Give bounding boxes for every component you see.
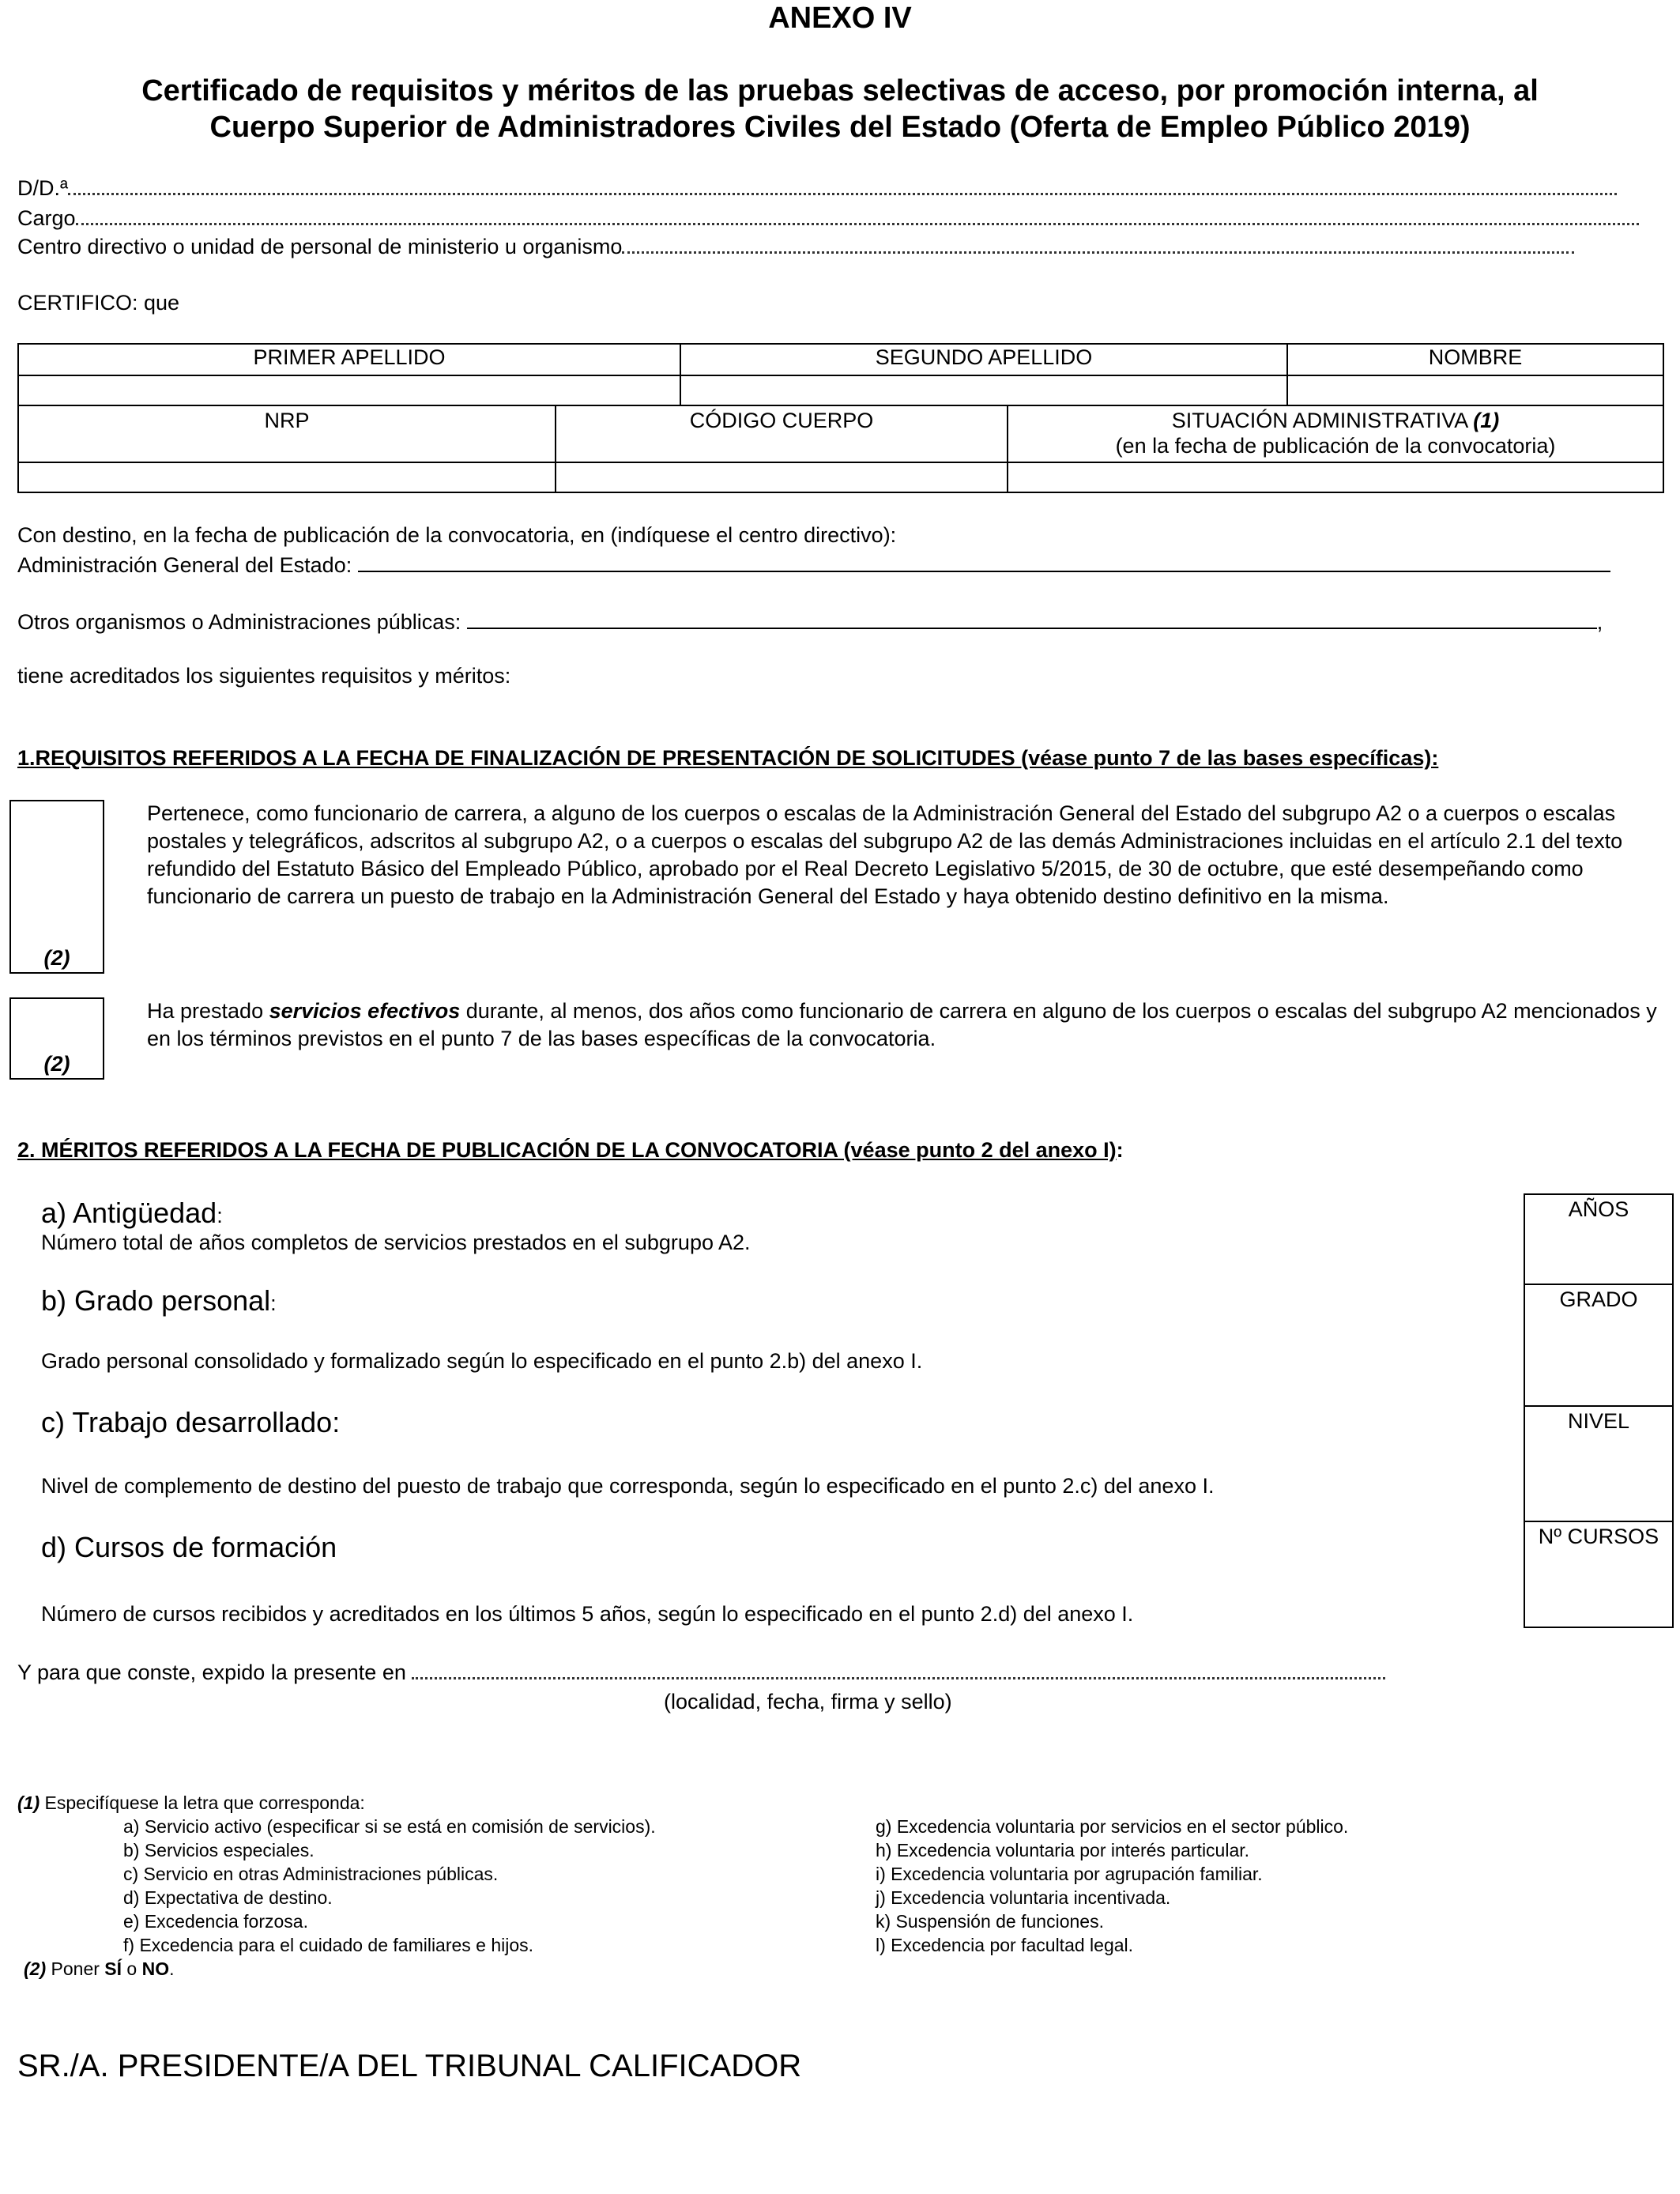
cursos-cell[interactable]	[1525, 1522, 1672, 1627]
otros-comma: ,	[1596, 610, 1603, 634]
req2-checkbox[interactable]	[9, 997, 104, 1080]
section2-heading-colon: :	[1116, 1138, 1124, 1162]
certifico-label: CERTIFICO: que	[17, 291, 180, 315]
situacion-label: SITUACIÓN ADMINISTRATIVA	[1171, 409, 1474, 432]
footnote-2-mark: (2)	[24, 1958, 47, 1979]
req1-checkbox[interactable]	[9, 800, 104, 974]
footnote-item-b: b) Servicios especiales.	[123, 1840, 315, 1860]
otros-field[interactable]	[17, 609, 1669, 634]
document-title-line-1: Certificado de requisitos y méritos de las pruebas selectivas de acceso, por promoción interna, al	[141, 74, 1539, 107]
situacion-note-mark: (1)	[1473, 409, 1500, 432]
footnote-item-c: c) Servicio en otras Administraciones públicas.	[123, 1864, 499, 1884]
grado-cell[interactable]	[1525, 1285, 1672, 1407]
footnote-1	[17, 1791, 365, 1815]
footnote-1-text: Especifíquese la letra que corresponda:	[40, 1793, 365, 1813]
req1-text: Pertenece, como funcionario de carrera, a alguno de los cuerpos o escalas de la Administración General del Estado del subgrupo A2 o a cuerpos o escalas postales y telegráficos, adscritos al subgrupo A2, o a cuerpos o escalas del subgrupo A2 de las demás Administraciones incluidas en el artículo 2.1 del texto refundido del Estatuto Básico del Empleado Público, aprobado por el Real Decreto Legislativo 5/2015, de 30 de octubre, que esté desempeñando como funcionario de carrera un puesto de trabajo en la Administración General del Estado y haya obtenido destino definitivo en la misma.	[147, 801, 1623, 908]
cargo-dotted-line	[76, 205, 1639, 225]
nivel-label: NIVEL	[1567, 1409, 1630, 1433]
trabajo-desc: Nivel de complemento de destino del puesto de trabajo que corresponda, según lo especificado en el punto 2.c) del anexo I.	[41, 1474, 1215, 1498]
grado-label	[41, 1285, 277, 1319]
req1-box-tag: (2)	[43, 946, 70, 970]
anos-cell[interactable]	[1525, 1195, 1672, 1285]
footnote-2-end: .	[169, 1958, 175, 1979]
footnote-1-mark: (1)	[17, 1793, 40, 1813]
footnote-2-no: NO	[141, 1958, 170, 1979]
footnote-item-e: e) Excedencia forzosa.	[123, 1911, 308, 1932]
dd-dotted-line	[68, 175, 1617, 195]
situacion-cell[interactable]	[1008, 462, 1663, 492]
document-title-line-2: Cuerpo Superior de Administradores Civiles del Estado (Oferta de Empleo Público 2019)	[209, 111, 1471, 144]
footnote-item-i: i) Excedencia voluntaria por agrupación familiar.	[876, 1864, 1263, 1884]
destino-intro: Con destino, en la fecha de publicación de la convocatoria, en (indíquese el centro directivo):	[17, 523, 897, 547]
anos-label: AÑOS	[1568, 1197, 1629, 1221]
nrp-header: NRP	[18, 405, 556, 462]
footnote-item-k: k) Suspensión de funciones.	[876, 1911, 1104, 1932]
cursos-label: d) Cursos de formación	[41, 1531, 337, 1563]
annex-title: ANEXO IV	[768, 2, 912, 35]
age-underline	[358, 552, 1610, 572]
footnote-2-si: SÍ	[104, 1958, 122, 1979]
antiguedad-colon: :	[217, 1204, 223, 1227]
codigo-cuerpo-cell[interactable]	[556, 462, 1008, 492]
nombre-cell[interactable]	[1287, 375, 1663, 405]
centro-field[interactable]	[17, 234, 1669, 258]
req2-emphasis: servicios efectivos	[269, 999, 461, 1023]
footnote-item-l: l) Excedencia por facultad legal.	[876, 1935, 1134, 1955]
cargo-label: Cargo	[17, 206, 76, 230]
cargo-field[interactable]	[17, 205, 1669, 230]
footnote-2-o: o	[122, 1958, 142, 1979]
segundo-apellido-cell[interactable]	[680, 375, 1287, 405]
req2-post: durante, al menos, dos años como funcionario de carrera en alguno de los cuerpos o escalas del subgrupo A2 mencionados y en los términos previstos en el punto 7 de las bases específicas de la convocatoria.	[147, 999, 1657, 1050]
nombre-header: NOMBRE	[1287, 344, 1663, 375]
age-field[interactable]	[17, 552, 1669, 577]
footnote-item-h: h) Excedencia voluntaria por interés particular.	[876, 1840, 1250, 1860]
footnote-item-j: j) Excedencia voluntaria incentivada.	[876, 1887, 1171, 1908]
antiguedad-desc: Número total de años completos de servicios prestados en el subgrupo A2.	[41, 1231, 751, 1254]
otros-label: Otros organismos o Administraciones públicas:	[17, 610, 461, 634]
footnote-2-text: Poner	[46, 1958, 105, 1979]
antiguedad-label	[41, 1197, 223, 1231]
age-label: Administración General del Estado:	[17, 553, 352, 577]
footnote-item-a: a) Servicio activo (especificar si se está en comisión de servicios).	[123, 1816, 656, 1837]
req2-box-tag: (2)	[43, 1052, 70, 1076]
section2-heading	[17, 1138, 1124, 1163]
closing-dotted-line	[412, 1660, 1385, 1679]
req2-text	[147, 997, 1660, 1053]
cursos-desc: Número de cursos recibidos y acreditados en los últimos 5 años, según lo especificado en el punto 2.d) del anexo I.	[41, 1602, 1134, 1626]
footnote-right-list	[876, 1815, 1348, 1957]
grado-label-text: b) Grado personal	[41, 1284, 271, 1317]
footnote-2	[24, 1957, 174, 1981]
situacion-header	[1008, 405, 1663, 462]
section1-heading: 1.REQUISITOS REFERIDOS A LA FECHA DE FINALIZACIÓN DE PRESENTACIÓN DE SOLICITUDES (véase punto 7 de las bases específicas):	[17, 746, 1439, 770]
closing-text: Y para que conste, expido la presente en	[17, 1661, 412, 1684]
primer-apellido-header: PRIMER APELLIDO	[18, 344, 680, 375]
situacion-sublabel: (en la fecha de publicación de la convocatoria)	[1115, 434, 1556, 458]
footnote-item-f: f) Excedencia para el cuidado de familiares e hijos.	[123, 1935, 534, 1955]
footnote-left-list	[123, 1815, 656, 1957]
cursos-col-label: Nº CURSOS	[1538, 1525, 1659, 1548]
centro-label: Centro directivo o unidad de personal de ministerio u organismo	[17, 235, 623, 258]
addressee: SR./A. PRESIDENTE/A DEL TRIBUNAL CALIFICADOR	[17, 2049, 802, 2083]
centro-dotted-line	[622, 234, 1574, 254]
dd-label: D/D.ª	[17, 176, 68, 200]
situation-table	[17, 405, 1664, 493]
trabajo-label: c) Trabajo desarrollado:	[41, 1406, 341, 1438]
antiguedad-label-text: a) Antigüedad	[41, 1197, 217, 1229]
codigo-cuerpo-header: CÓDIGO CUERPO	[556, 405, 1008, 462]
nivel-cell[interactable]	[1525, 1407, 1672, 1522]
grado-desc: Grado personal consolidado y formalizado según lo especificado en el punto 2.b) del anexo I.	[41, 1349, 923, 1373]
footnote-item-g: g) Excedencia voluntaria por servicios en el sector público.	[876, 1816, 1349, 1837]
nrp-cell[interactable]	[18, 462, 556, 492]
dd-field[interactable]	[17, 175, 1669, 200]
otros-underline	[467, 609, 1597, 629]
acreditados-text: tiene acreditados los siguientes requisitos y méritos:	[17, 664, 511, 688]
primer-apellido-cell[interactable]	[18, 375, 680, 405]
grado-col-label: GRADO	[1559, 1287, 1638, 1311]
merits-score-box	[1524, 1193, 1674, 1628]
req2-pre: Ha prestado	[147, 999, 269, 1023]
footnote-item-d: d) Expectativa de destino.	[123, 1887, 333, 1908]
closing-sub: (localidad, fecha, firma y sello)	[664, 1690, 952, 1713]
name-table	[17, 343, 1664, 406]
closing-field[interactable]	[17, 1660, 1385, 1684]
section2-heading-text: 2. MÉRITOS REFERIDOS A LA FECHA DE PUBLICACIÓN DE LA CONVOCATORIA (véase punto 2 del anexo I)	[17, 1138, 1117, 1162]
segundo-apellido-header: SEGUNDO APELLIDO	[680, 344, 1287, 375]
grado-colon: :	[270, 1291, 277, 1315]
